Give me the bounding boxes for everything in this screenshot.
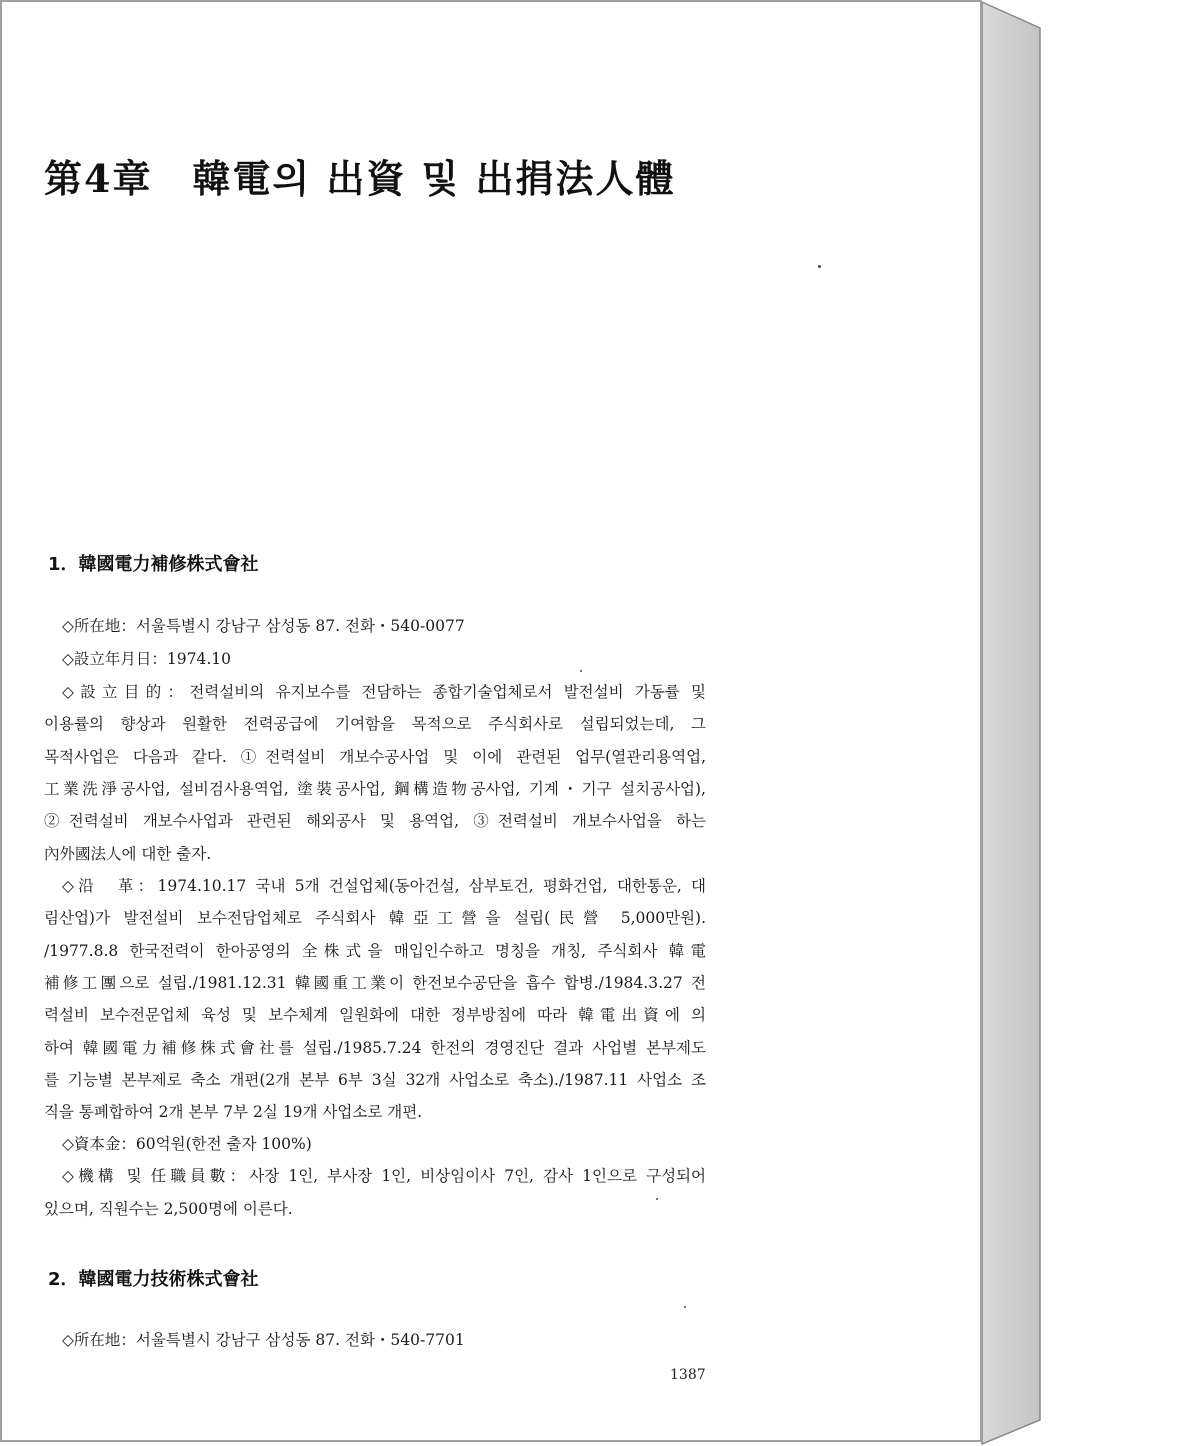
text-line: 이용률의 향상과 원활한 전력공급에 기여함을 목적으로 주식회사로 설립되었는데, 그 xyxy=(44,715,706,733)
text-line: ◇資本金：60억원(한전 출자 100%) xyxy=(62,1135,312,1153)
section-heading: 1．韓國電力補修株式會社 xyxy=(48,554,259,575)
scan-speck xyxy=(818,265,821,268)
text-line: 림산업)가 발전설비 보수전담업체로 주식회사 韓亞工營을 설립(民營 5,000만원). xyxy=(44,909,706,927)
text-line: 직을 통폐합하여 2개 본부 7부 2실 19개 사업소로 개편. xyxy=(44,1103,423,1121)
page-number: 1387 xyxy=(670,1367,706,1383)
text-line: 補修工團으로 설립./1981.12.31 韓國重工業이 한전보수공단을 흡수 합병./1984.3.27 전 xyxy=(44,974,706,992)
text-line: ◇所在地：서울특별시 강남구 삼성동 87. 전화・540-7701 xyxy=(62,1331,465,1349)
text-line: 內外國法人에 대한 출자. xyxy=(44,845,212,863)
section-heading: 2．韓國電力技術株式會社 xyxy=(48,1269,259,1290)
text-line: 목적사업은 다음과 같다. ①전력설비 개보수공사업 및 이에 관련된 업무(열관리용역업, xyxy=(44,748,706,766)
text-line: /1977.8.8 한국전력이 한아공영의 全株式을 매입인수하고 명칭을 개칭, 주식회사 韓電 xyxy=(44,942,706,960)
text-line: ◇機構 및 任職員數：사장 1인, 부사장 1인, 비상임이사 7인, 감사 1인으로 구성되어 xyxy=(62,1167,706,1185)
scan-speck xyxy=(684,1306,686,1308)
scan-speck xyxy=(656,1198,658,1200)
text-line: ◇沿 革：1974.10.17 국내 5개 건설업체(동아건설, 삼부토건, 평화건업, 대한통운, 대 xyxy=(62,877,706,895)
text-line: ◇設立年月日：1974.10 xyxy=(62,650,232,668)
text-line: 하여 韓國電力補修株式會社를 설립./1985.7.24 한전의 경영진단 결과 사업별 본부제도 xyxy=(44,1039,706,1057)
scan-speck xyxy=(580,670,582,672)
text-line: 력설비 보수전문업체 육성 및 보수체계 일원화에 대한 정부방침에 따라 韓電出資에 의 xyxy=(44,1006,706,1024)
text-line: 있으며, 직원수는 2,500명에 이른다. xyxy=(44,1200,293,1218)
text-line: 工業洗淨공사업, 설비검사용역업, 塗裝공사업, 鋼構造物공사업, 기계・기구 설치공사업), xyxy=(44,780,706,798)
text-line: ②전력설비 개보수사업과 관련된 해외공사 및 용역업, ③전력설비 개보수사업을 하는 xyxy=(44,812,706,830)
text-line: ◇設立目的：전력설비의 유지보수를 전담하는 종합기술업체로서 발전설비 가동률 및 xyxy=(62,683,706,701)
text-line: 를 기능별 본부제로 축소 개편(2개 본부 6부 3실 32개 사업소로 축소)./1987.11 사업소 조 xyxy=(44,1071,706,1089)
text-line: ◇所在地：서울특별시 강남구 삼성동 87. 전화・540-0077 xyxy=(62,617,465,635)
chapter-title: 第4章 韓電의 出資 및 出捐法人體 xyxy=(44,156,676,201)
